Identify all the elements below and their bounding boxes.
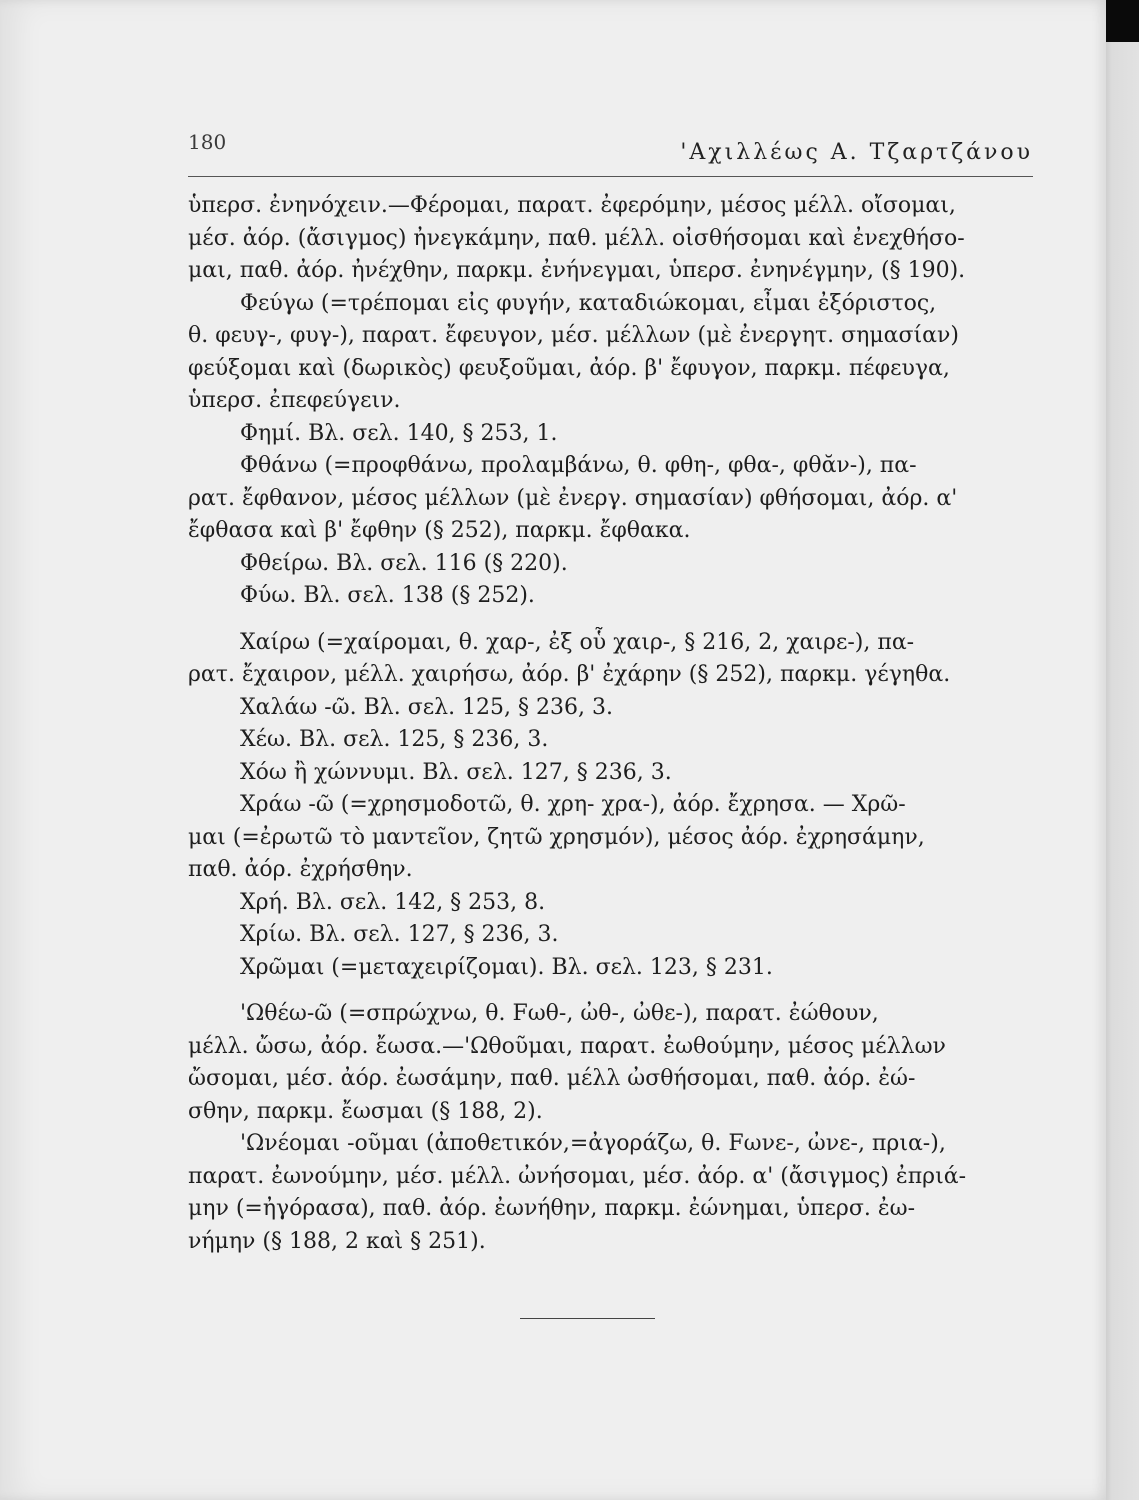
- section-gap: [240, 613, 1035, 627]
- text-line: Φημί. Βλ. σελ. 140, § 253, 1.: [240, 420, 558, 446]
- text-line: Χρή. Βλ. σελ. 142, § 253, 8.: [240, 889, 546, 915]
- dictionary-entries: [188, 190, 1035, 1258]
- section-gap: [240, 984, 1035, 998]
- text-line: φεύξομαι καὶ (δωρικὸς) φευξοῦμαι, ἀόρ. β' ἔφυγον, παρκμ. πέφευγα,: [188, 355, 950, 381]
- text-line: παθ. ἀόρ. ἐχρήσθην.: [188, 857, 413, 882]
- header-rule: [188, 176, 1033, 177]
- text-line: θ. φευγ-, φυγ-), παρατ. ἔφευγον, μέσ. μέλλων (μὲ ἐνεργητ. σημασίαν): [188, 323, 959, 348]
- text-line: Χράω -ῶ (=χρησμοδοτῶ, θ. χρη- χρα-), ἀόρ. ἔχρησα. — Χρῶ-: [240, 792, 906, 817]
- page-number: 180: [188, 130, 227, 154]
- text-line: παρατ. ἐωνούμην, μέσ. μέλλ. ὠνήσομαι, μέσ. ἀόρ. α' (ἄσιγμος) ἐπριά-: [188, 1163, 967, 1189]
- text-line: ρατ. ἔφθανον, μέσος μέλλων (μὲ ἐνεργ. σημασίαν) φθήσομαι, ἀόρ. α': [188, 485, 958, 511]
- end-rule: [520, 1318, 655, 1319]
- text-line: 'Ωθέω-ῶ (=σπρώχνω, θ. Fωθ-, ὠθ-, ὠθε-), παρατ. ἐώθουν,: [240, 1001, 879, 1026]
- text-line: ὑπερσ. ἐπεφεύγειν.: [188, 388, 401, 413]
- text-line: ἔφθασα καὶ β' ἔφθην (§ 252), παρκμ. ἔφθακα.: [188, 518, 691, 543]
- text-line: ρατ. ἔχαιρον, μέλλ. χαιρήσω, ἀόρ. β' ἐχάρην (§ 252), παρκμ. γέγηθα.: [188, 662, 951, 687]
- text-line: μέλλ. ὤσω, ἀόρ. ἔωσα.—'Ωθοῦμαι, παρατ. ἐωθούμην, μέσος μέλλων: [188, 1033, 946, 1059]
- text-line: Φεύγω (=τρέπομαι εἰς φυγήν, καταδιώκομαι, εἶμαι ἐξόριστος,: [240, 290, 937, 316]
- text-line: μέσ. ἀόρ. (ἄσιγμος) ἠνεγκάμην, παθ. μέλλ. οἰσθήσομαι καὶ ἐνεχθήσο-: [188, 225, 965, 251]
- text-line: Χαίρω (=χαίρομαι, θ. χαρ-, ἐξ οὗ χαιρ-, § 216, 2, χαιρε-), πα-: [240, 629, 915, 655]
- text-line: Χρῶμαι (=μεταχειρίζομαι). Βλ. σελ. 123, § 231.: [240, 954, 773, 980]
- text-line: Φύω. Βλ. σελ. 138 (§ 252).: [240, 583, 535, 608]
- page-edge: [1106, 0, 1139, 1500]
- text-line: Χρίω. Βλ. σελ. 127, § 236, 3.: [240, 922, 559, 947]
- text-line: μαι, παθ. ἀόρ. ἠνέχθην, παρκμ. ἐνήνεγμαι, ὑπερσ. ἐνηνέγμην, (§ 190).: [188, 258, 966, 283]
- running-title: 'Αχιλλέως Α. Τζαρτζάνου: [680, 140, 1033, 165]
- text-line: μην (=ἠγόρασα), παθ. ἀόρ. ἐωνήθην, παρκμ. ἐώνημαι, ὑπερσ. ἐω-: [188, 1196, 916, 1221]
- text-line: ὑπερσ. ἐνηνόχειν.—Φέρομαι, παρατ. ἐφερόμην, μέσος μέλλ. οἴσομαι,: [188, 193, 956, 218]
- text-line: Φθάνω (=προφθάνω, προλαμβάνω, θ. φθη-, φθα-, φθᾰν-), πα-: [240, 453, 917, 478]
- text-line: μαι (=ἐρωτῶ τὸ μαντεῖον, ζητῶ χρησμόν), μέσος ἀόρ. ἐχρησάμην,: [188, 824, 925, 850]
- page-header: [188, 128, 1033, 168]
- text-line: νήμην (§ 188, 2 καὶ § 251).: [188, 1228, 486, 1254]
- scan-corner: [1106, 0, 1139, 42]
- text-line: Χαλάω -ῶ. Βλ. σελ. 125, § 236, 3.: [240, 694, 613, 720]
- text-line: Χέω. Βλ. σελ. 125, § 236, 3.: [240, 727, 549, 752]
- text-line: σθην, παρκμ. ἔωσμαι (§ 188, 2).: [188, 1098, 543, 1124]
- text-line: Φθείρω. Βλ. σελ. 116 (§ 220).: [240, 550, 568, 576]
- text-line: 'Ωνέομαι -οῦμαι (ἀποθετικόν,=ἀγοράζω, θ. Fωνε-, ὠνε-, πρια-),: [240, 1131, 946, 1156]
- text-line: Χόω ἢ χώννυμι. Βλ. σελ. 127, § 236, 3.: [240, 759, 672, 785]
- text-line: ὤσομαι, μέσ. ἀόρ. ἐωσάμην, παθ. μέλλ ὠσθήσομαι, παθ. ἀόρ. ἐώ-: [188, 1066, 916, 1091]
